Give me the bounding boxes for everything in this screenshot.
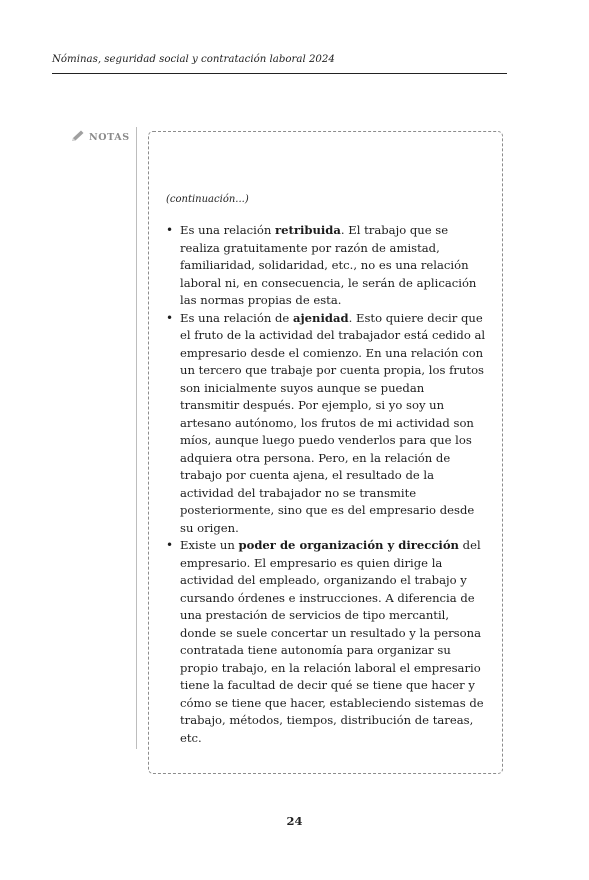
bullet-text-post: . El trabajo que se realiza gratuitamente por razón de amistad, familiaridad, solidaridad, etc., no es una relación laboral ni, en consecuencia, le serán de aplicación las normas propias de esta. xyxy=(180,223,477,307)
bullet-keyword: poder de organización y dirección xyxy=(238,538,459,552)
continuation-note: (continuación...) xyxy=(166,194,249,205)
bullet-text-pre: Es una relación xyxy=(180,223,275,237)
bullet-keyword: ajenidad xyxy=(292,310,349,325)
page-number: 24 xyxy=(286,814,303,828)
bullet-keyword: retribuida xyxy=(275,223,341,237)
header-rule xyxy=(52,73,507,74)
bullet-list xyxy=(166,222,486,747)
running-header: Nóminas, seguridad social y contratación laboral 2024 xyxy=(52,54,335,65)
bullet-icon: • xyxy=(166,223,174,237)
list-item xyxy=(166,537,486,747)
bullet-icon: • xyxy=(166,538,174,552)
notes-label: NOTAS xyxy=(89,132,130,143)
bullet-text-pre: Es una relación de xyxy=(180,310,293,325)
bullet-text-post: . Esto quiere decir que el fruto de la actividad del trabajador está cedido al empresario desde el comienzo. En una relación con un tercero que trabaje por cuenta propia, los frutos son inicialmente suyos aunque se puedan transmitir después. Por ejemplo, si yo soy un artesano autónomo, los frutos de mi actividad son míos, aunque luego puedo venderlos para que los adquiera otra persona. Pero, en la relación de trabajo por cuenta ajena, el resultado de la actividad del trabajador no se transmite posteriormente, sino que es del empresario desde su origen. xyxy=(180,310,486,535)
bullet-icon: • xyxy=(166,310,174,325)
bullet-text-post: del empresario. El empresario es quien dirige la actividad del empleado, organizando el trabajo y cursando órdenes e instrucciones. A diferencia de una prestación de servicios de tipo mercantil, donde se suele concertar un resultado y la persona contratada tiene autonomía para organizar su propio trabajo, en la relación laboral el empresario tiene la facultad de decir qué se tiene que hacer y cómo se tiene que hacer, estableciendo sistemas de trabajo, métodos, tiempos, distribución de tareas, etc. xyxy=(180,538,484,745)
list-item xyxy=(166,310,486,538)
notes-label-group xyxy=(70,129,130,146)
bullet-text-pre: Existe un xyxy=(180,538,239,552)
pencil-icon xyxy=(70,129,86,146)
notes-content xyxy=(166,194,486,747)
list-item xyxy=(166,222,486,310)
notes-column-divider xyxy=(136,127,137,749)
